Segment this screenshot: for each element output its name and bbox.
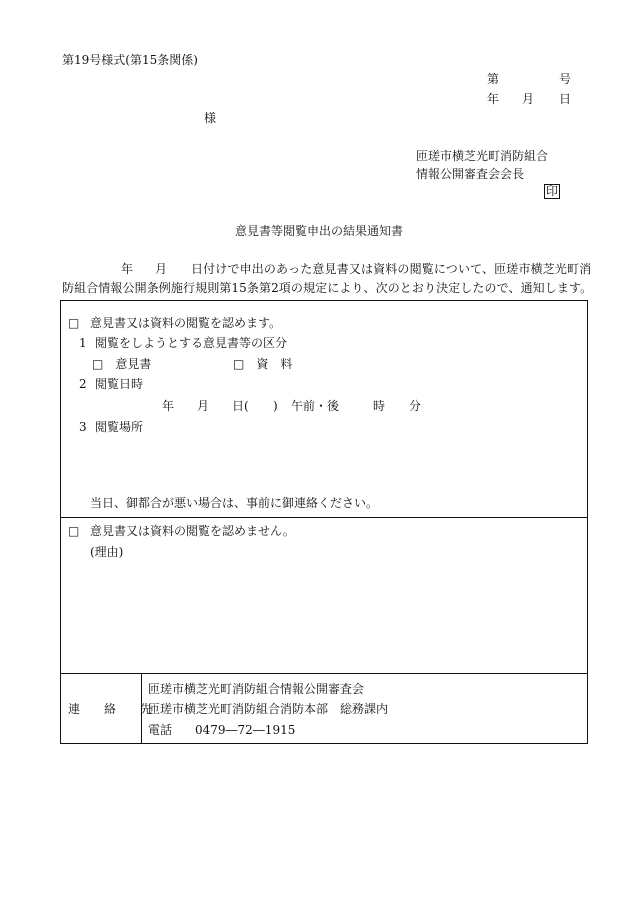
datetime-day: 日( bbox=[232, 399, 249, 413]
contact-line1: 匝瑳市横芝光町消防組合情報公開審査会 bbox=[148, 682, 365, 696]
date-month: 月 bbox=[522, 92, 535, 106]
item1-number: 1 bbox=[79, 336, 87, 350]
issuer-title: 情報公開審査会会長 bbox=[416, 167, 525, 181]
intro-line1: 日付けで申出のあった意見書又は資料の閲覧について、匝瑳市横芝光町消 bbox=[191, 262, 592, 276]
date-day: 日 bbox=[559, 92, 572, 106]
option-material: □ 資 料 bbox=[233, 357, 293, 371]
item1-label: 閲覧をしようとする意見書等の区分 bbox=[95, 336, 288, 350]
doc-number-suffix: 号 bbox=[559, 72, 572, 86]
datetime-ampm: 午前・後 bbox=[291, 399, 340, 413]
deny-heading: 意見書又は資料の閲覧を認めません。 bbox=[90, 524, 295, 538]
option-opinion: □ 意見書 bbox=[92, 357, 152, 371]
datetime-minute: 分 bbox=[409, 399, 422, 413]
item2-label: 閲覧日時 bbox=[95, 377, 144, 391]
deny-reason-label: (理由) bbox=[90, 545, 124, 559]
approve-note: 当日、御都合が悪い場合は、事前に御連絡ください。 bbox=[90, 496, 379, 510]
datetime-month: 月 bbox=[197, 399, 210, 413]
contact-line2: 匝瑳市横芝光町消防組合消防本部 総務課内 bbox=[148, 702, 389, 716]
contact-phone-label: 電話 bbox=[148, 723, 173, 737]
datetime-year: 年 bbox=[162, 399, 175, 413]
approve-checkbox: □ bbox=[68, 316, 80, 330]
contact-divider bbox=[61, 673, 587, 674]
addressee-suffix: 様 bbox=[204, 111, 217, 125]
datetime-hour: 時 bbox=[373, 399, 386, 413]
doc-number-prefix: 第 bbox=[487, 72, 500, 86]
item3-number: 3 bbox=[79, 420, 87, 434]
intro-line2: 防組合情報公開条例施行規則第15条第2項の規定により、次のとおり決定したので、通知します。 bbox=[62, 281, 593, 295]
issuer-org: 匝瑳市横芝光町消防組合 bbox=[416, 149, 549, 163]
datetime-paren-close: ) bbox=[273, 399, 278, 413]
contact-phone: 0479―72―1915 bbox=[195, 723, 296, 737]
seal-mark: 印 bbox=[546, 184, 559, 198]
contact-label: 連 絡 先 bbox=[68, 702, 153, 716]
intro-year: 年 bbox=[121, 262, 134, 276]
intro-month: 月 bbox=[155, 262, 168, 276]
section-divider bbox=[61, 517, 587, 518]
item3-label: 閲覧場所 bbox=[95, 420, 144, 434]
form-number: 第19号様式(第15条関係) bbox=[62, 53, 198, 67]
item2-number: 2 bbox=[79, 377, 87, 391]
date-year: 年 bbox=[487, 92, 500, 106]
document-title: 意見書等閲覧申出の結果通知書 bbox=[235, 224, 404, 238]
deny-checkbox: □ bbox=[68, 524, 80, 538]
approve-heading: 意見書又は資料の閲覧を認めます。 bbox=[90, 316, 282, 330]
